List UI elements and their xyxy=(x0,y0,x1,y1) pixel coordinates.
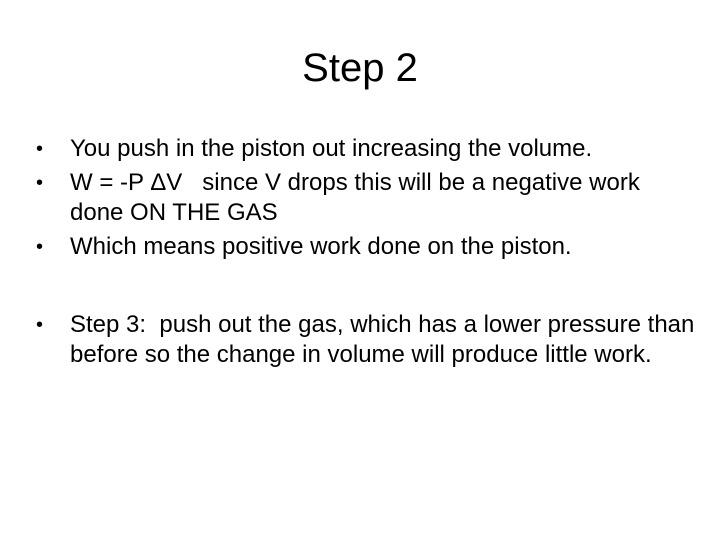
bullet-dot-icon: • xyxy=(36,138,44,160)
bullet-list xyxy=(36,134,702,374)
bullet-item xyxy=(36,310,702,370)
bullet-dot-icon: • xyxy=(36,236,44,258)
bullet-item xyxy=(36,134,696,164)
bullet-dot-icon: • xyxy=(36,172,44,194)
bullet-item xyxy=(36,232,696,262)
bullet-text: You push in the piston out increasing the volume. xyxy=(70,135,593,162)
bullet-item xyxy=(36,168,696,228)
bullet-text: W = -P ΔV since V drops this will be a negative work done ON THE GAS xyxy=(70,169,647,226)
bullet-dot-icon: • xyxy=(36,314,44,336)
bullet-text: Which means positive work done on the piston. xyxy=(70,233,572,260)
bullet-text: Step 3: push out the gas, which has a lower pressure than before so the change in volume will produce little work. xyxy=(70,311,702,368)
slide-title: Step 2 xyxy=(302,46,418,90)
